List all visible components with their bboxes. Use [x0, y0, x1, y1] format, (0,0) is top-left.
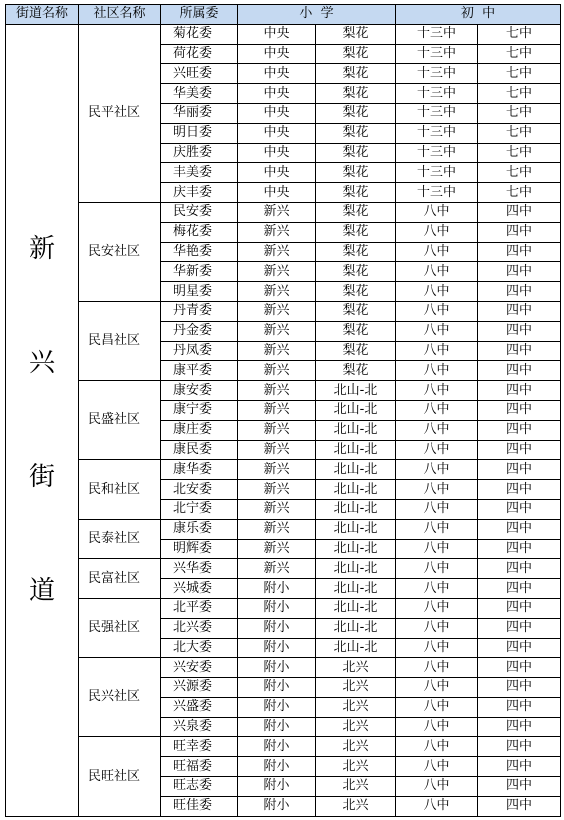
primary-school-b-cell: 北山-北 — [316, 400, 396, 420]
committee-cell: 兴泉委 — [161, 717, 238, 737]
school-district-table — [5, 4, 561, 817]
middle-school-a-cell: 八中 — [396, 678, 478, 698]
middle-school-a-cell: 八中 — [396, 202, 478, 222]
primary-school-b-cell: 北山-北 — [316, 420, 396, 440]
committee-cell: 民安委 — [161, 202, 238, 222]
middle-school-b-cell: 四中 — [478, 400, 561, 420]
primary-school-b-cell: 北兴 — [316, 658, 396, 678]
primary-school-a-cell: 中央 — [238, 103, 316, 123]
primary-school-b-cell: 北山-北 — [316, 460, 396, 480]
middle-school-b-cell: 七中 — [478, 84, 561, 104]
primary-school-a-cell: 新兴 — [238, 460, 316, 480]
middle-school-a-cell: 八中 — [396, 361, 478, 381]
committee-cell: 旺佳委 — [161, 796, 238, 816]
street-name-char: 兴 — [28, 348, 55, 379]
middle-school-a-cell: 八中 — [396, 341, 478, 361]
middle-school-a-cell: 八中 — [396, 717, 478, 737]
middle-school-b-cell: 四中 — [478, 460, 561, 480]
primary-school-b-cell: 梨花 — [316, 163, 396, 183]
community-name-cell: 民安社区 — [79, 202, 161, 301]
committee-cell: 明星委 — [161, 282, 238, 302]
middle-school-a-cell: 八中 — [396, 400, 478, 420]
middle-school-b-cell: 七中 — [478, 143, 561, 163]
table-row — [6, 598, 561, 618]
primary-school-a-cell: 附小 — [238, 598, 316, 618]
committee-cell: 华新委 — [161, 262, 238, 282]
primary-school-a-cell: 新兴 — [238, 341, 316, 361]
header-street: 街道名称 — [6, 5, 79, 25]
primary-school-b-cell: 梨花 — [316, 143, 396, 163]
middle-school-b-cell: 四中 — [478, 440, 561, 460]
middle-school-b-cell: 四中 — [478, 618, 561, 638]
committee-cell: 康乐委 — [161, 519, 238, 539]
committee-cell: 兴安委 — [161, 658, 238, 678]
committee-cell: 康民委 — [161, 440, 238, 460]
middle-school-a-cell: 八中 — [396, 460, 478, 480]
middle-school-a-cell: 八中 — [396, 499, 478, 519]
primary-school-a-cell: 中央 — [238, 64, 316, 84]
committee-cell: 明辉委 — [161, 539, 238, 559]
middle-school-a-cell: 八中 — [396, 757, 478, 777]
middle-school-b-cell: 七中 — [478, 103, 561, 123]
committee-cell: 北平委 — [161, 598, 238, 618]
primary-school-a-cell: 附小 — [238, 678, 316, 698]
primary-school-b-cell: 梨花 — [316, 341, 396, 361]
committee-cell: 菊花委 — [161, 24, 238, 44]
primary-school-a-cell: 附小 — [238, 697, 316, 717]
middle-school-b-cell: 四中 — [478, 598, 561, 618]
primary-school-b-cell: 北兴 — [316, 697, 396, 717]
table-row — [6, 559, 561, 579]
primary-school-b-cell: 北山-北 — [316, 381, 396, 401]
middle-school-b-cell: 四中 — [478, 361, 561, 381]
middle-school-a-cell: 八中 — [396, 697, 478, 717]
middle-school-a-cell: 八中 — [396, 539, 478, 559]
community-name-cell: 民旺社区 — [79, 737, 161, 816]
middle-school-b-cell: 四中 — [478, 262, 561, 282]
table-row — [6, 202, 561, 222]
middle-school-b-cell: 四中 — [478, 737, 561, 757]
middle-school-b-cell: 四中 — [478, 321, 561, 341]
middle-school-a-cell: 八中 — [396, 658, 478, 678]
committee-cell: 康宁委 — [161, 400, 238, 420]
committee-cell: 康安委 — [161, 381, 238, 401]
middle-school-b-cell: 四中 — [478, 757, 561, 777]
primary-school-a-cell: 附小 — [238, 757, 316, 777]
middle-school-b-cell: 七中 — [478, 44, 561, 64]
primary-school-a-cell: 新兴 — [238, 202, 316, 222]
middle-school-b-cell: 四中 — [478, 559, 561, 579]
middle-school-b-cell: 四中 — [478, 242, 561, 262]
primary-school-a-cell: 附小 — [238, 717, 316, 737]
middle-school-a-cell: 八中 — [396, 579, 478, 599]
middle-school-a-cell: 八中 — [396, 242, 478, 262]
middle-school-a-cell: 八中 — [396, 222, 478, 242]
committee-cell: 丹金委 — [161, 321, 238, 341]
community-name-cell: 民泰社区 — [79, 519, 161, 559]
primary-school-a-cell: 新兴 — [238, 321, 316, 341]
middle-school-a-cell: 八中 — [396, 598, 478, 618]
committee-cell: 北安委 — [161, 480, 238, 500]
middle-school-a-cell: 八中 — [396, 301, 478, 321]
primary-school-b-cell: 梨花 — [316, 183, 396, 203]
middle-school-a-cell: 十三中 — [396, 24, 478, 44]
primary-school-a-cell: 新兴 — [238, 242, 316, 262]
primary-school-a-cell: 新兴 — [238, 559, 316, 579]
primary-school-a-cell: 中央 — [238, 143, 316, 163]
primary-school-a-cell: 新兴 — [238, 400, 316, 420]
middle-school-b-cell: 七中 — [478, 163, 561, 183]
middle-school-a-cell: 八中 — [396, 519, 478, 539]
primary-school-b-cell: 梨花 — [316, 84, 396, 104]
middle-school-a-cell: 八中 — [396, 737, 478, 757]
primary-school-b-cell: 北兴 — [316, 737, 396, 757]
header-middle-school: 初 中 — [396, 5, 561, 25]
middle-school-a-cell: 八中 — [396, 440, 478, 460]
header-community: 社区名称 — [79, 5, 161, 25]
middle-school-b-cell: 七中 — [478, 24, 561, 44]
primary-school-a-cell: 新兴 — [238, 539, 316, 559]
middle-school-b-cell: 四中 — [478, 796, 561, 816]
primary-school-a-cell: 中央 — [238, 44, 316, 64]
middle-school-b-cell: 四中 — [478, 282, 561, 302]
primary-school-b-cell: 梨花 — [316, 361, 396, 381]
committee-cell: 康平委 — [161, 361, 238, 381]
primary-school-b-cell: 北兴 — [316, 777, 396, 797]
table-row — [6, 519, 561, 539]
committee-cell: 兴旺委 — [161, 64, 238, 84]
primary-school-a-cell: 新兴 — [238, 361, 316, 381]
committee-cell: 北大委 — [161, 638, 238, 658]
primary-school-b-cell: 北山-北 — [316, 539, 396, 559]
primary-school-b-cell: 梨花 — [316, 321, 396, 341]
header-row — [6, 5, 561, 25]
primary-school-a-cell: 新兴 — [238, 262, 316, 282]
primary-school-b-cell: 梨花 — [316, 64, 396, 84]
middle-school-a-cell: 八中 — [396, 559, 478, 579]
middle-school-a-cell: 十三中 — [396, 143, 478, 163]
middle-school-b-cell: 七中 — [478, 64, 561, 84]
middle-school-b-cell: 四中 — [478, 499, 561, 519]
middle-school-b-cell: 七中 — [478, 123, 561, 143]
primary-school-a-cell: 新兴 — [238, 440, 316, 460]
table-row — [6, 24, 561, 44]
middle-school-a-cell: 八中 — [396, 777, 478, 797]
middle-school-b-cell: 四中 — [478, 202, 561, 222]
committee-cell: 荷花委 — [161, 44, 238, 64]
primary-school-b-cell: 北兴 — [316, 757, 396, 777]
middle-school-b-cell: 四中 — [478, 678, 561, 698]
primary-school-a-cell: 中央 — [238, 123, 316, 143]
primary-school-a-cell: 新兴 — [238, 282, 316, 302]
committee-cell: 庆丰委 — [161, 183, 238, 203]
street-name-char: 街 — [28, 462, 55, 493]
middle-school-b-cell: 四中 — [478, 658, 561, 678]
primary-school-a-cell: 附小 — [238, 638, 316, 658]
primary-school-a-cell: 新兴 — [238, 480, 316, 500]
primary-school-b-cell: 梨花 — [316, 301, 396, 321]
table-row — [6, 737, 561, 757]
primary-school-b-cell: 北山-北 — [316, 499, 396, 519]
primary-school-a-cell: 中央 — [238, 163, 316, 183]
middle-school-a-cell: 八中 — [396, 282, 478, 302]
primary-school-b-cell: 北山-北 — [316, 440, 396, 460]
primary-school-a-cell: 新兴 — [238, 420, 316, 440]
middle-school-b-cell: 四中 — [478, 420, 561, 440]
middle-school-b-cell: 四中 — [478, 480, 561, 500]
school-district-table-wrapper — [5, 4, 561, 817]
primary-school-a-cell: 附小 — [238, 796, 316, 816]
middle-school-a-cell: 八中 — [396, 480, 478, 500]
primary-school-a-cell: 新兴 — [238, 499, 316, 519]
primary-school-b-cell: 梨花 — [316, 103, 396, 123]
committee-cell: 北兴委 — [161, 618, 238, 638]
committee-cell: 兴源委 — [161, 678, 238, 698]
primary-school-b-cell: 北山-北 — [316, 598, 396, 618]
middle-school-b-cell: 四中 — [478, 301, 561, 321]
primary-school-a-cell: 新兴 — [238, 381, 316, 401]
primary-school-a-cell: 中央 — [238, 84, 316, 104]
middle-school-a-cell: 十三中 — [396, 103, 478, 123]
committee-cell: 旺志委 — [161, 777, 238, 797]
middle-school-a-cell: 十三中 — [396, 163, 478, 183]
header-primary-school: 小 学 — [238, 5, 396, 25]
primary-school-a-cell: 中央 — [238, 183, 316, 203]
middle-school-b-cell: 四中 — [478, 777, 561, 797]
primary-school-b-cell: 梨花 — [316, 222, 396, 242]
middle-school-b-cell: 四中 — [478, 697, 561, 717]
primary-school-a-cell: 附小 — [238, 579, 316, 599]
community-name-cell: 民平社区 — [79, 24, 161, 202]
committee-cell: 康庄委 — [161, 420, 238, 440]
street-name-char: 新 — [28, 234, 55, 265]
primary-school-a-cell: 中央 — [238, 24, 316, 44]
street-name-char: 道 — [28, 576, 55, 607]
committee-cell: 庆胜委 — [161, 143, 238, 163]
middle-school-b-cell: 四中 — [478, 717, 561, 737]
table-row — [6, 381, 561, 401]
primary-school-a-cell: 附小 — [238, 777, 316, 797]
primary-school-b-cell: 梨花 — [316, 44, 396, 64]
primary-school-b-cell: 梨花 — [316, 282, 396, 302]
primary-school-b-cell: 梨花 — [316, 242, 396, 262]
committee-cell: 梅花委 — [161, 222, 238, 242]
middle-school-a-cell: 十三中 — [396, 44, 478, 64]
committee-cell: 明日委 — [161, 123, 238, 143]
middle-school-a-cell: 八中 — [396, 618, 478, 638]
primary-school-b-cell: 北山-北 — [316, 559, 396, 579]
middle-school-a-cell: 十三中 — [396, 64, 478, 84]
primary-school-b-cell: 梨花 — [316, 262, 396, 282]
committee-cell: 兴华委 — [161, 559, 238, 579]
committee-cell: 旺幸委 — [161, 737, 238, 757]
middle-school-a-cell: 八中 — [396, 420, 478, 440]
committee-cell: 兴城委 — [161, 579, 238, 599]
primary-school-b-cell: 梨花 — [316, 24, 396, 44]
table-row — [6, 658, 561, 678]
middle-school-b-cell: 四中 — [478, 341, 561, 361]
primary-school-b-cell: 北山-北 — [316, 519, 396, 539]
community-name-cell: 民和社区 — [79, 460, 161, 519]
middle-school-b-cell: 七中 — [478, 183, 561, 203]
middle-school-b-cell: 四中 — [478, 381, 561, 401]
middle-school-b-cell: 四中 — [478, 519, 561, 539]
middle-school-b-cell: 四中 — [478, 222, 561, 242]
table-body — [6, 24, 561, 816]
primary-school-a-cell: 新兴 — [238, 301, 316, 321]
primary-school-b-cell: 北兴 — [316, 678, 396, 698]
middle-school-a-cell: 八中 — [396, 796, 478, 816]
header-committee: 所属委 — [161, 5, 238, 25]
primary-school-b-cell: 北山-北 — [316, 618, 396, 638]
committee-cell: 旺福委 — [161, 757, 238, 777]
committee-cell: 康华委 — [161, 460, 238, 480]
community-name-cell: 民兴社区 — [79, 658, 161, 737]
middle-school-a-cell: 八中 — [396, 638, 478, 658]
primary-school-b-cell: 北兴 — [316, 717, 396, 737]
community-name-cell: 民强社区 — [79, 598, 161, 657]
committee-cell: 丹青委 — [161, 301, 238, 321]
committee-cell: 丹凤委 — [161, 341, 238, 361]
middle-school-a-cell: 八中 — [396, 381, 478, 401]
primary-school-a-cell: 附小 — [238, 618, 316, 638]
middle-school-a-cell: 十三中 — [396, 123, 478, 143]
primary-school-a-cell: 附小 — [238, 737, 316, 757]
middle-school-b-cell: 四中 — [478, 539, 561, 559]
primary-school-b-cell: 北兴 — [316, 796, 396, 816]
street-name-cell — [6, 24, 79, 816]
table-row — [6, 460, 561, 480]
committee-cell: 华丽委 — [161, 103, 238, 123]
committee-cell: 北宁委 — [161, 499, 238, 519]
committee-cell: 兴盛委 — [161, 697, 238, 717]
community-name-cell: 民昌社区 — [79, 301, 161, 380]
middle-school-a-cell: 八中 — [396, 262, 478, 282]
middle-school-a-cell: 八中 — [396, 321, 478, 341]
middle-school-a-cell: 十三中 — [396, 84, 478, 104]
primary-school-b-cell: 北山-北 — [316, 579, 396, 599]
primary-school-b-cell: 梨花 — [316, 202, 396, 222]
middle-school-b-cell: 四中 — [478, 638, 561, 658]
community-name-cell: 民盛社区 — [79, 381, 161, 460]
primary-school-a-cell: 附小 — [238, 658, 316, 678]
primary-school-b-cell: 北山-北 — [316, 480, 396, 500]
primary-school-b-cell: 梨花 — [316, 123, 396, 143]
table-row — [6, 301, 561, 321]
primary-school-a-cell: 新兴 — [238, 222, 316, 242]
middle-school-b-cell: 四中 — [478, 579, 561, 599]
committee-cell: 华美委 — [161, 84, 238, 104]
middle-school-a-cell: 十三中 — [396, 183, 478, 203]
primary-school-b-cell: 北山-北 — [316, 638, 396, 658]
primary-school-a-cell: 新兴 — [238, 519, 316, 539]
committee-cell: 华艳委 — [161, 242, 238, 262]
committee-cell: 丰美委 — [161, 163, 238, 183]
community-name-cell: 民富社区 — [79, 559, 161, 599]
